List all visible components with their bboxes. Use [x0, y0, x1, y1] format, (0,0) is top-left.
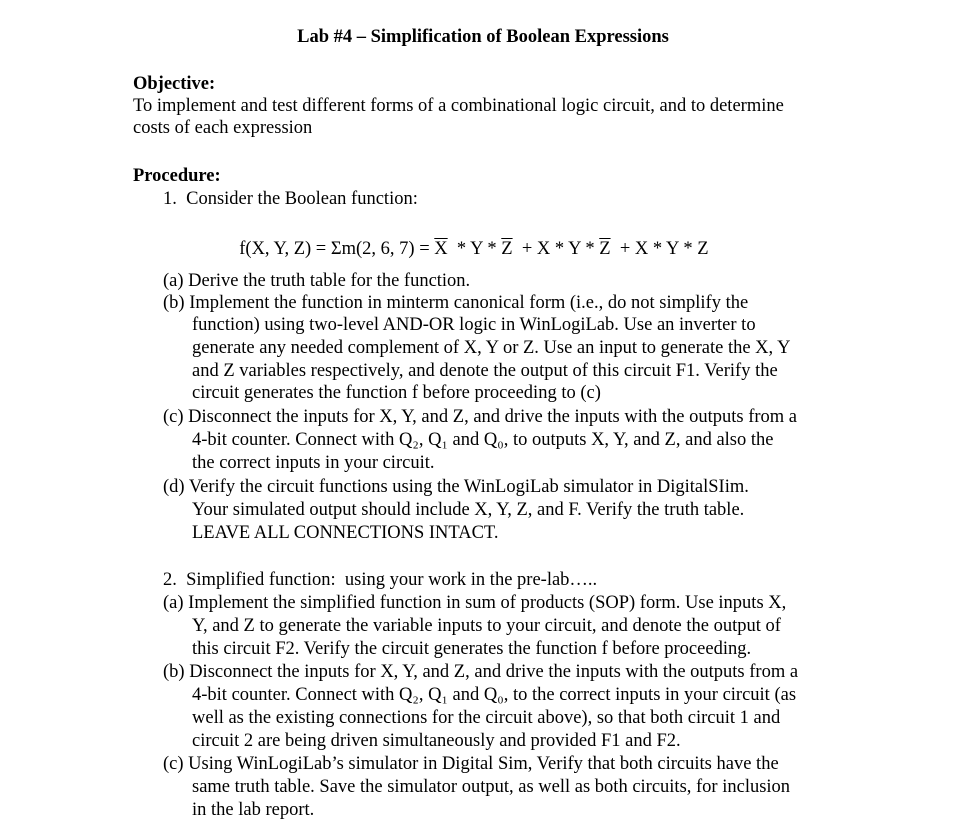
- step1-item-c-cont: 4-bit counter. Connect with Q₂, Q₁ and Q₀, to outputs X, Y, and Z, and also the: [192, 430, 774, 450]
- step1-item-c: (c) Disconnect the inputs for X, Y, and Z, and drive the inputs with the outputs from a: [163, 407, 798, 427]
- document-title: Lab #4 – Simplification of Boolean Expressions: [297, 27, 669, 47]
- objective-line: To implement and test different forms of a combinational logic circuit, and to determine: [133, 96, 784, 116]
- step1-item-b-cont: function) using two-level AND-OR logic in WinLogiLab. Use an inverter to: [192, 315, 756, 335]
- z-complement: $\overline{Z}$: [501, 239, 513, 259]
- step2-item-c-cont: in the lab report.: [192, 800, 315, 820]
- procedure-heading: Procedure:: [133, 166, 221, 186]
- step1-item-b-cont: and Z variables respectively, and denote the output of this circuit F1. Verify the: [192, 361, 778, 381]
- x-complement: $\overline{X}$: [434, 239, 448, 259]
- step2-item-c-cont: same truth table. Save the simulator output, as well as both circuits, for inclusion: [192, 777, 791, 797]
- formula-term: + X * Y *: [512, 239, 600, 259]
- formula-term: + X * Y * Z: [610, 239, 709, 259]
- step1-item-d: (d) Verify the circuit functions using the WinLogiLab simulator in DigitalSIim.: [163, 477, 749, 497]
- step1-item-c-cont: the correct inputs in your circuit.: [192, 453, 435, 473]
- step1-item-a: (a) Derive the truth table for the function.: [163, 271, 471, 291]
- objective-heading: Objective:: [133, 74, 216, 94]
- step1-item-d-cont: LEAVE ALL CONNECTIONS INTACT.: [192, 523, 499, 543]
- step2-item-b-cont: well as the existing connections for the circuit above), so that both circuit 1 and: [192, 708, 781, 728]
- step2-item-b: (b) Disconnect the inputs for X, Y, and Z, and drive the inputs with the outputs from a: [163, 662, 799, 682]
- step2-label: 2. Simplified function: using your work in the pre-lab…..: [163, 570, 598, 590]
- boolean-formula: [230, 216, 709, 260]
- formula-lhs: f(X, Y, Z) = Σm(2, 6, 7) =: [239, 239, 435, 259]
- step1-item-b-cont: circuit generates the function f before proceeding to (c): [192, 383, 601, 403]
- objective-line: costs of each expression: [133, 118, 313, 138]
- step1-item-b: (b) Implement the function in minterm canonical form (i.e., do not simplify the: [163, 293, 749, 313]
- step1-item-b-cont: generate any needed complement of X, Y or Z. Use an input to generate the X, Y: [192, 338, 791, 358]
- step1-item-d-cont: Your simulated output should include X, Y, Z, and F. Verify the truth table.: [192, 500, 745, 520]
- step2-item-b-cont: 4-bit counter. Connect with Q₂, Q₁ and Q₀, to the correct inputs in your circuit (as: [192, 685, 797, 705]
- step2-item-a: (a) Implement the simplified function in sum of products (SOP) form. Use inputs X,: [163, 593, 787, 613]
- formula-term: * Y *: [447, 239, 502, 259]
- step2-item-a-cont: Y, and Z to generate the variable inputs to your circuit, and denote the output of: [192, 616, 781, 636]
- step2-item-a-cont: this circuit F2. Verify the circuit generates the function f before proceeding.: [192, 639, 752, 659]
- step1-label: 1. Consider the Boolean function:: [163, 189, 418, 209]
- step2-item-b-cont: circuit 2 are being driven simultaneously and provided F1 and F2.: [192, 731, 681, 751]
- step2-item-c: (c) Using WinLogiLab’s simulator in Digital Sim, Verify that both circuits have the: [163, 754, 779, 774]
- z-complement: $\overline{Z}$: [599, 239, 611, 259]
